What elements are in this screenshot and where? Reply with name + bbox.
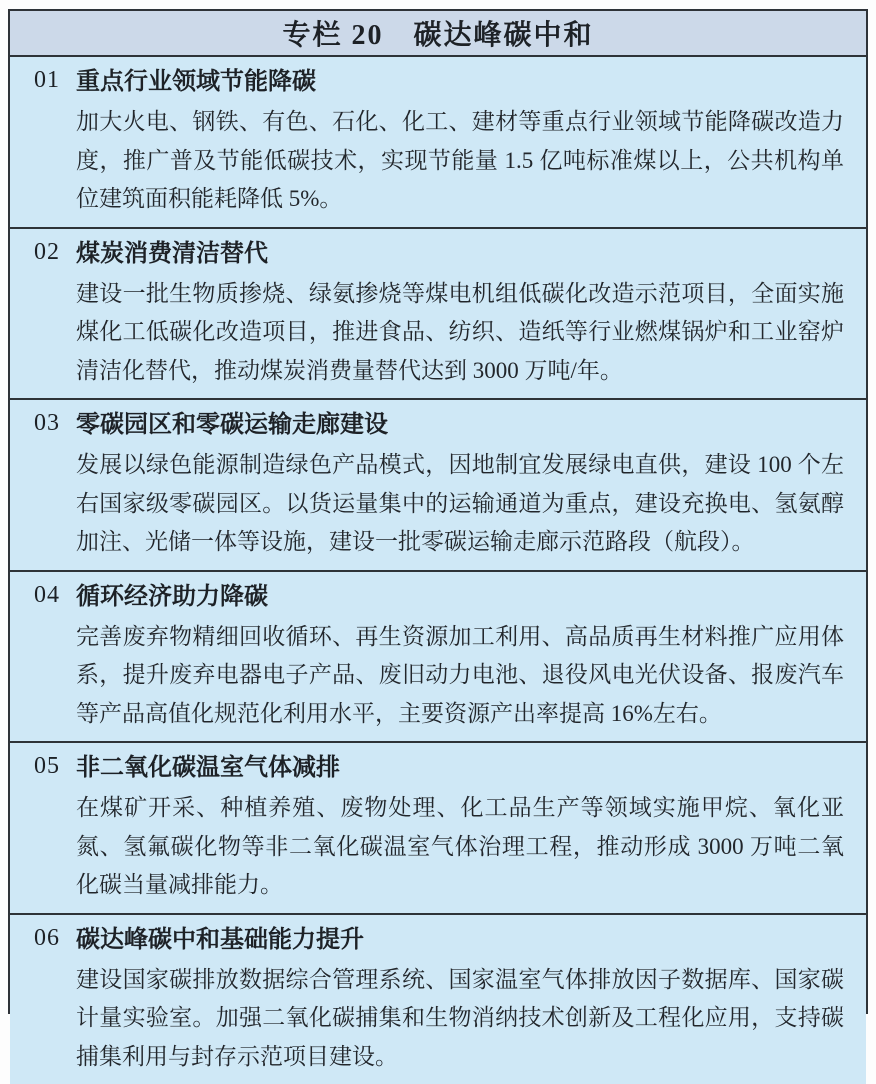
section-02 bbox=[10, 227, 866, 399]
section-03 bbox=[10, 398, 866, 570]
panel-title-bar bbox=[10, 11, 866, 57]
section-01 bbox=[10, 57, 866, 227]
section-heading: 煤炭消费清洁替代 bbox=[76, 237, 844, 271]
section-heading: 非二氧化碳温室气体减排 bbox=[76, 751, 844, 785]
panel-title: 专栏 20 碳达峰碳中和 bbox=[282, 13, 593, 53]
section-body: 建设一批生物质掺烧、绿氨掺烧等煤电机组低碳化改造示范项目，全面实施煤化工低碳化改造项目，推进食品、纺织、造纸等行业燃煤锅炉和工业窑炉清洁化替代，推动煤炭消费量替代达到 3000 万吨/年。 bbox=[76, 275, 844, 391]
section-body: 在煤矿开采、种植养殖、废物处理、化工品生产等领域实施甲烷、氧化亚氮、氢氟碳化物等非二氧化碳温室气体治理工程，推动形成 3000 万吨二氧化碳当量减排能力。 bbox=[76, 789, 844, 905]
section-number: 04 bbox=[34, 582, 60, 609]
section-number: 03 bbox=[34, 410, 60, 437]
section-heading: 循环经济助力降碳 bbox=[76, 580, 844, 614]
section-heading: 重点行业领域节能降碳 bbox=[76, 65, 844, 99]
section-number: 06 bbox=[34, 925, 60, 952]
section-body: 建设国家碳排放数据综合管理系统、国家温室气体排放因子数据库、国家碳计量实验室。加强二氧化碳捕集和生物消纳技术创新及工程化应用，支持碳捕集利用与封存示范项目建设。 bbox=[76, 961, 844, 1077]
section-05 bbox=[10, 741, 866, 913]
section-body: 发展以绿色能源制造绿色产品模式，因地制宜发展绿电直供，建设 100 个左右国家级零碳园区。以货运量集中的运输通道为重点，建设充换电、氢氨醇加注、光储一体等设施，建设一批零碳运输走廊示范路段（航段）。 bbox=[76, 446, 844, 562]
section-body: 加大火电、钢铁、有色、石化、化工、建材等重点行业领域节能降碳改造力度，推广普及节能低碳技术，实现节能量 1.5 亿吨标准煤以上，公共机构单位建筑面积能耗降低 5%。 bbox=[76, 103, 844, 219]
section-heading: 碳达峰碳中和基础能力提升 bbox=[76, 923, 844, 957]
section-number: 05 bbox=[34, 753, 60, 780]
section-06 bbox=[10, 913, 866, 1084]
section-heading: 零碳园区和零碳运输走廊建设 bbox=[76, 408, 844, 442]
section-number: 02 bbox=[34, 239, 60, 266]
section-body: 完善废弃物精细回收循环、再生资源加工利用、高品质再生材料推广应用体系，提升废弃电器电子产品、废旧动力电池、退役风电光伏设备、报废汽车等产品高值化规范化利用水平，主要资源产出率提高 16%左右。 bbox=[76, 618, 844, 734]
column-panel bbox=[8, 9, 868, 1014]
section-number: 01 bbox=[34, 67, 60, 94]
section-04 bbox=[10, 570, 866, 742]
